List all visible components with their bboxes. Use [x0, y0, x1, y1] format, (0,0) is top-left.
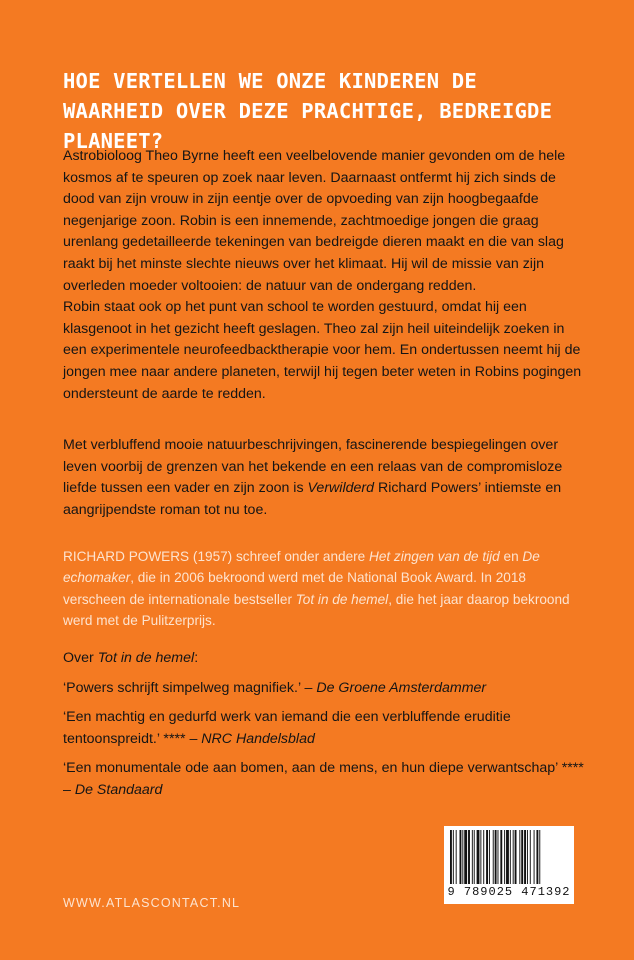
barcode-bar [498, 830, 499, 884]
publisher-website[interactable]: WWW.ATLASCONTACT.NL [63, 896, 241, 910]
synopsis-paragraph-1: Astrobioloog Theo Byrne heeft een veelbelovende manier gevonden om de hele kosmos af te speuren op zoek naar leven. Daarnaast ontfermt hij zich sinds de dood van zijn vrouw in zijn eentje over de opvoeding van zijn hoogbegaafde negenjarige zoon. Robin is een innemende, zachtmoedige jongen die graag urenlang gedetailleerde tekeningen van bedreigde dieren maakt en die van slag raakt bij het minste slechte nieuws over het klimaat. Hij wil de missie van zijn overleden moeder voltooien: de natuur van de ondergang redden. [63, 148, 566, 294]
synopsis-paragraph-2: Robin staat ook op het punt van school te worden gestuurd, omdat hij een klasgenoot in het gezicht heeft geslagen. Theo zal zijn heil uiteindelijk zoeken in een experimentele neurofeedbacktherapie voor hem. En ondertussen neemt hij de jongen mee naar andere planeten, terwijl hij tegen beter weten in Robins pogingen ondersteunt de aarde te redden. [63, 299, 582, 402]
barcode-bar [462, 830, 463, 884]
barcode-bar [504, 830, 505, 884]
barcode-bar [521, 830, 523, 884]
book-title-3: Tot in de hemel [295, 591, 389, 607]
quote-source: De Groene Amsterdammer [316, 679, 487, 696]
quote-2 [63, 707, 585, 750]
synopsis-paragraph-3-text-a: Met verbluffend mooie natuurbeschrijvingen, fascinerende bespiegelingen over leven voorbij de grenzen van het bekende en een relaas van de compromisloze liefde tussen een vader en zijn zoon is [63, 437, 563, 497]
barcode-bar [477, 830, 480, 884]
synopsis [63, 146, 585, 405]
press-quotes [63, 648, 585, 802]
barcode-bar [524, 830, 526, 884]
barcode-bar [493, 830, 494, 884]
isbn-number: 9 789025 471392 [447, 885, 571, 899]
barcode-bar [527, 830, 528, 884]
quote-3 [63, 758, 585, 801]
barcode-bar [453, 830, 454, 884]
quote-1 [63, 678, 585, 700]
quote-text: ‘Een machtig en gedurfd werk van iemand die een verbluffende eruditie tentoonspreidt.’ **** – [63, 709, 511, 747]
barcode-bar [450, 830, 452, 884]
barcode-bar [539, 830, 540, 884]
barcode-bar [456, 830, 457, 884]
quotes-intro [63, 648, 585, 670]
book-title-1: Het zingen van de tijd [369, 549, 500, 564]
quote-text: ‘Powers schrijft simpelweg magnifiek.’ – [63, 679, 317, 696]
barcode-bar [483, 830, 484, 884]
quotes-intro-prefix: Over [63, 650, 98, 666]
barcode-bar [530, 830, 531, 884]
author-bio [63, 546, 585, 632]
barcode-bar [536, 830, 538, 884]
synopsis-paragraph-3-text-b: Richard Powers’ intiemste en aangrijpendste roman tot nu toe. [63, 480, 562, 518]
isbn-barcode [444, 826, 574, 904]
barcode-bar [500, 830, 502, 884]
bio-text-4: , die het jaar daarop bekroond werd met de Pulitzerprijs. [63, 591, 570, 629]
barcode-bar [472, 830, 473, 884]
barcode-bar [480, 830, 481, 884]
barcode-bar [506, 830, 509, 884]
quotes-intro-title: Tot in de hemel [97, 650, 195, 666]
book-title-verwilderd: Verwilderd [307, 480, 374, 497]
barcode-bar [486, 830, 488, 884]
bio-text-2: en [499, 549, 523, 564]
barcode-bar [513, 830, 514, 884]
barcode-bar [474, 830, 475, 884]
barcode-bar [464, 830, 467, 884]
barcode-bar [468, 830, 470, 884]
bio-text-1: (1957) schreef onder andere [189, 549, 369, 564]
quotes-intro-suffix: : [194, 650, 199, 666]
barcode-bar [519, 830, 520, 884]
quote-source: De Standaard [74, 781, 163, 798]
barcode-bars [450, 830, 568, 884]
bio-text-3: , die in 2006 bekroond werd met de National Book Award. In 2018 verscheen de internationale bestseller [63, 570, 526, 607]
author-name: RICHARD POWERS [63, 549, 190, 564]
synopsis-closing [63, 435, 585, 521]
barcode-bar [489, 830, 490, 884]
book-title-2: De echomaker [63, 549, 540, 586]
barcode-bar [460, 830, 462, 884]
quote-text: ‘Een monumentale ode aan bomen, aan de mens, en hun diepe verwantschap’ **** – [63, 760, 584, 798]
quote-source: NRC Handelsblad [201, 730, 315, 747]
headline: HOE VERTELLEN WE ONZE KINDEREN DE WAARHEID OVER DEZE PRACHTIGE, BEDREIGDE PLANEET? [63, 69, 553, 153]
synopsis-paragraph-3 [63, 435, 585, 521]
barcode-bar [515, 830, 517, 884]
barcode-bar [510, 830, 511, 884]
barcode-bar [534, 830, 535, 884]
barcode-bar [495, 830, 497, 884]
